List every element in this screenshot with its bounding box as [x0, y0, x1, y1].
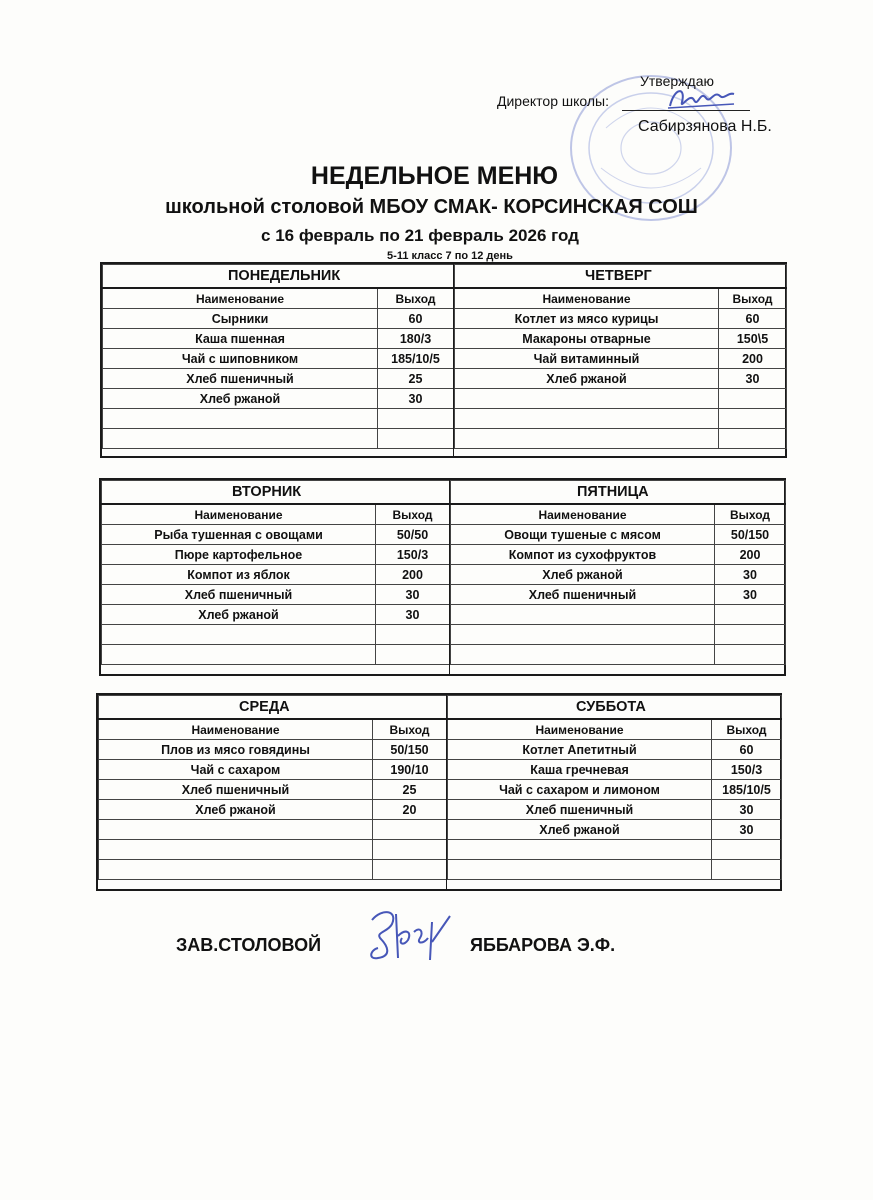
table-row-empty [99, 820, 447, 840]
dish-name: Хлеб ржаной [103, 389, 378, 409]
dish-output: 25 [373, 780, 447, 800]
day-name: ПОНЕДЕЛЬНИК [103, 265, 454, 289]
day-table-thursday [453, 264, 786, 456]
table-row [448, 760, 782, 780]
dish-output: 20 [373, 800, 447, 820]
table-row [455, 369, 787, 389]
menu-block-mon-thu [100, 262, 787, 458]
table-row [102, 605, 450, 625]
table-row-empty [448, 860, 782, 880]
manager-signature [358, 902, 458, 966]
dish-name: Хлеб пшеничный [103, 369, 378, 389]
dish-output: 185/10/5 [712, 780, 782, 800]
table-row [103, 369, 454, 389]
table-row [455, 309, 787, 329]
footer-name: ЯББАРОВА Э.Ф. [470, 935, 616, 955]
dish-name: Чай витаминный [455, 349, 719, 369]
col-name-header: Наименование [103, 288, 378, 309]
dish-name: Пюре картофельное [102, 545, 376, 565]
dish-name: Котлет из мясо курицы [455, 309, 719, 329]
dish-name: Плов из мясо говядины [99, 740, 373, 760]
day-table-tuesday [101, 480, 449, 674]
dish-output: 150/3 [712, 760, 782, 780]
dish-name: Рыба тушенная с овощами [102, 525, 376, 545]
table-row [455, 349, 787, 369]
table-row [99, 780, 447, 800]
dish-output: 200 [376, 565, 450, 585]
table-row [102, 545, 450, 565]
col-name-header: Наименование [102, 504, 376, 525]
dish-output: 60 [378, 309, 454, 329]
approval-block [0, 0, 873, 150]
table-row-empty [455, 409, 787, 429]
col-name-header: Наименование [455, 288, 719, 309]
col-name-header: Наименование [448, 719, 712, 740]
table-row-empty [455, 389, 787, 409]
dish-name: Каша пшенная [103, 329, 378, 349]
dish-name: Чай с сахаром и лимоном [448, 780, 712, 800]
dish-output: 180/3 [378, 329, 454, 349]
dish-output: 200 [715, 545, 786, 565]
dish-output: 150\5 [719, 329, 787, 349]
dish-name: Компот из сухофруктов [451, 545, 715, 565]
table-row [451, 545, 786, 565]
table-row-empty [103, 429, 454, 449]
day-name: ВТОРНИК [102, 481, 450, 505]
dish-name: Чай с сахаром [99, 760, 373, 780]
col-output-header: Выход [719, 288, 787, 309]
day-name: СРЕДА [99, 696, 447, 720]
dish-name: Котлет Апетитный [448, 740, 712, 760]
dish-name: Сырники [103, 309, 378, 329]
table-row [103, 329, 454, 349]
dish-output: 190/10 [373, 760, 447, 780]
dish-output: 185/10/5 [378, 349, 454, 369]
table-row-empty [451, 625, 786, 645]
dish-output: 30 [715, 585, 786, 605]
page-subtitle: школьной столовой МБОУ СМАК- КОРСИНСКАЯ СОШ [165, 196, 698, 218]
menu-block-tue-fri [99, 478, 786, 676]
table-row-empty [102, 625, 450, 645]
col-output-header: Выход [715, 504, 786, 525]
table-row [451, 525, 786, 545]
table-row [102, 525, 450, 545]
dish-output: 60 [712, 740, 782, 760]
table-row [99, 760, 447, 780]
table-row [451, 565, 786, 585]
table-row [99, 800, 447, 820]
table-row-empty [102, 645, 450, 665]
dish-name: Хлеб ржаной [451, 565, 715, 585]
table-row-empty [99, 840, 447, 860]
dish-name: Хлеб пшеничный [448, 800, 712, 820]
dish-output: 50/150 [715, 525, 786, 545]
table-row [99, 740, 447, 760]
day-table-wednesday [98, 695, 446, 889]
dish-output: 150/3 [376, 545, 450, 565]
dish-name: Хлеб ржаной [99, 800, 373, 820]
table-row-empty [448, 840, 782, 860]
dish-output: 30 [376, 605, 450, 625]
table-row-empty [103, 409, 454, 429]
day-table-saturday [446, 695, 781, 889]
table-row [455, 329, 787, 349]
table-row-empty [455, 429, 787, 449]
menu-block-wed-sat [96, 693, 782, 891]
footer-position: ЗАВ.СТОЛОВОЙ [176, 935, 322, 955]
dish-output: 200 [719, 349, 787, 369]
dish-name: Чай с шиповником [103, 349, 378, 369]
dish-output: 60 [719, 309, 787, 329]
approved-label: Утверждаю [640, 73, 714, 89]
dish-output: 50/50 [376, 525, 450, 545]
dish-name: Каша гречневая [448, 760, 712, 780]
table-row [103, 389, 454, 409]
col-name-header: Наименование [451, 504, 715, 525]
table-row [451, 585, 786, 605]
day-name: СУББОТА [448, 696, 782, 720]
dish-output: 25 [378, 369, 454, 389]
dish-name: Овощи тушеные с мясом [451, 525, 715, 545]
table-row [103, 309, 454, 329]
table-row [103, 349, 454, 369]
dish-output: 50/150 [373, 740, 447, 760]
dish-name: Хлеб ржаной [448, 820, 712, 840]
col-output-header: Выход [378, 288, 454, 309]
day-table-monday [102, 264, 453, 456]
col-output-header: Выход [373, 719, 447, 740]
dish-name: Компот из яблок [102, 565, 376, 585]
col-output-header: Выход [712, 719, 782, 740]
director-signature [664, 82, 738, 116]
dish-name: Хлеб пшеничный [99, 780, 373, 800]
dish-output: 30 [378, 389, 454, 409]
table-row [448, 740, 782, 760]
dish-name: Хлеб ржаной [455, 369, 719, 389]
table-row [102, 585, 450, 605]
menu-grades: 5-11 класс 7 по 12 день [387, 250, 513, 262]
dish-output: 30 [712, 800, 782, 820]
table-row-empty [451, 645, 786, 665]
table-row [448, 780, 782, 800]
table-row [448, 820, 782, 840]
dish-output: 30 [376, 585, 450, 605]
dish-name: Хлеб ржаной [102, 605, 376, 625]
col-output-header: Выход [376, 504, 450, 525]
table-row-empty [99, 860, 447, 880]
dish-output: 30 [719, 369, 787, 389]
dish-name: Хлеб пшеничный [451, 585, 715, 605]
dish-name: Хлеб пшеничный [102, 585, 376, 605]
menu-period: с 16 февраль по 21 февраль 2026 год [261, 226, 579, 245]
dish-name: Макароны отварные [455, 329, 719, 349]
director-name: Сабирзянова Н.Б. [638, 118, 772, 135]
table-row [102, 565, 450, 585]
day-name: ЧЕТВЕРГ [455, 265, 787, 289]
dish-output: 30 [715, 565, 786, 585]
table-row-empty [451, 605, 786, 625]
day-name: ПЯТНИЦА [451, 481, 786, 505]
col-name-header: Наименование [99, 719, 373, 740]
table-row [448, 800, 782, 820]
director-label: Директор школы: [497, 93, 609, 109]
dish-output: 30 [712, 820, 782, 840]
page-title: НЕДЕЛЬНОЕ МЕНЮ [310, 162, 559, 190]
day-table-friday [449, 480, 785, 674]
